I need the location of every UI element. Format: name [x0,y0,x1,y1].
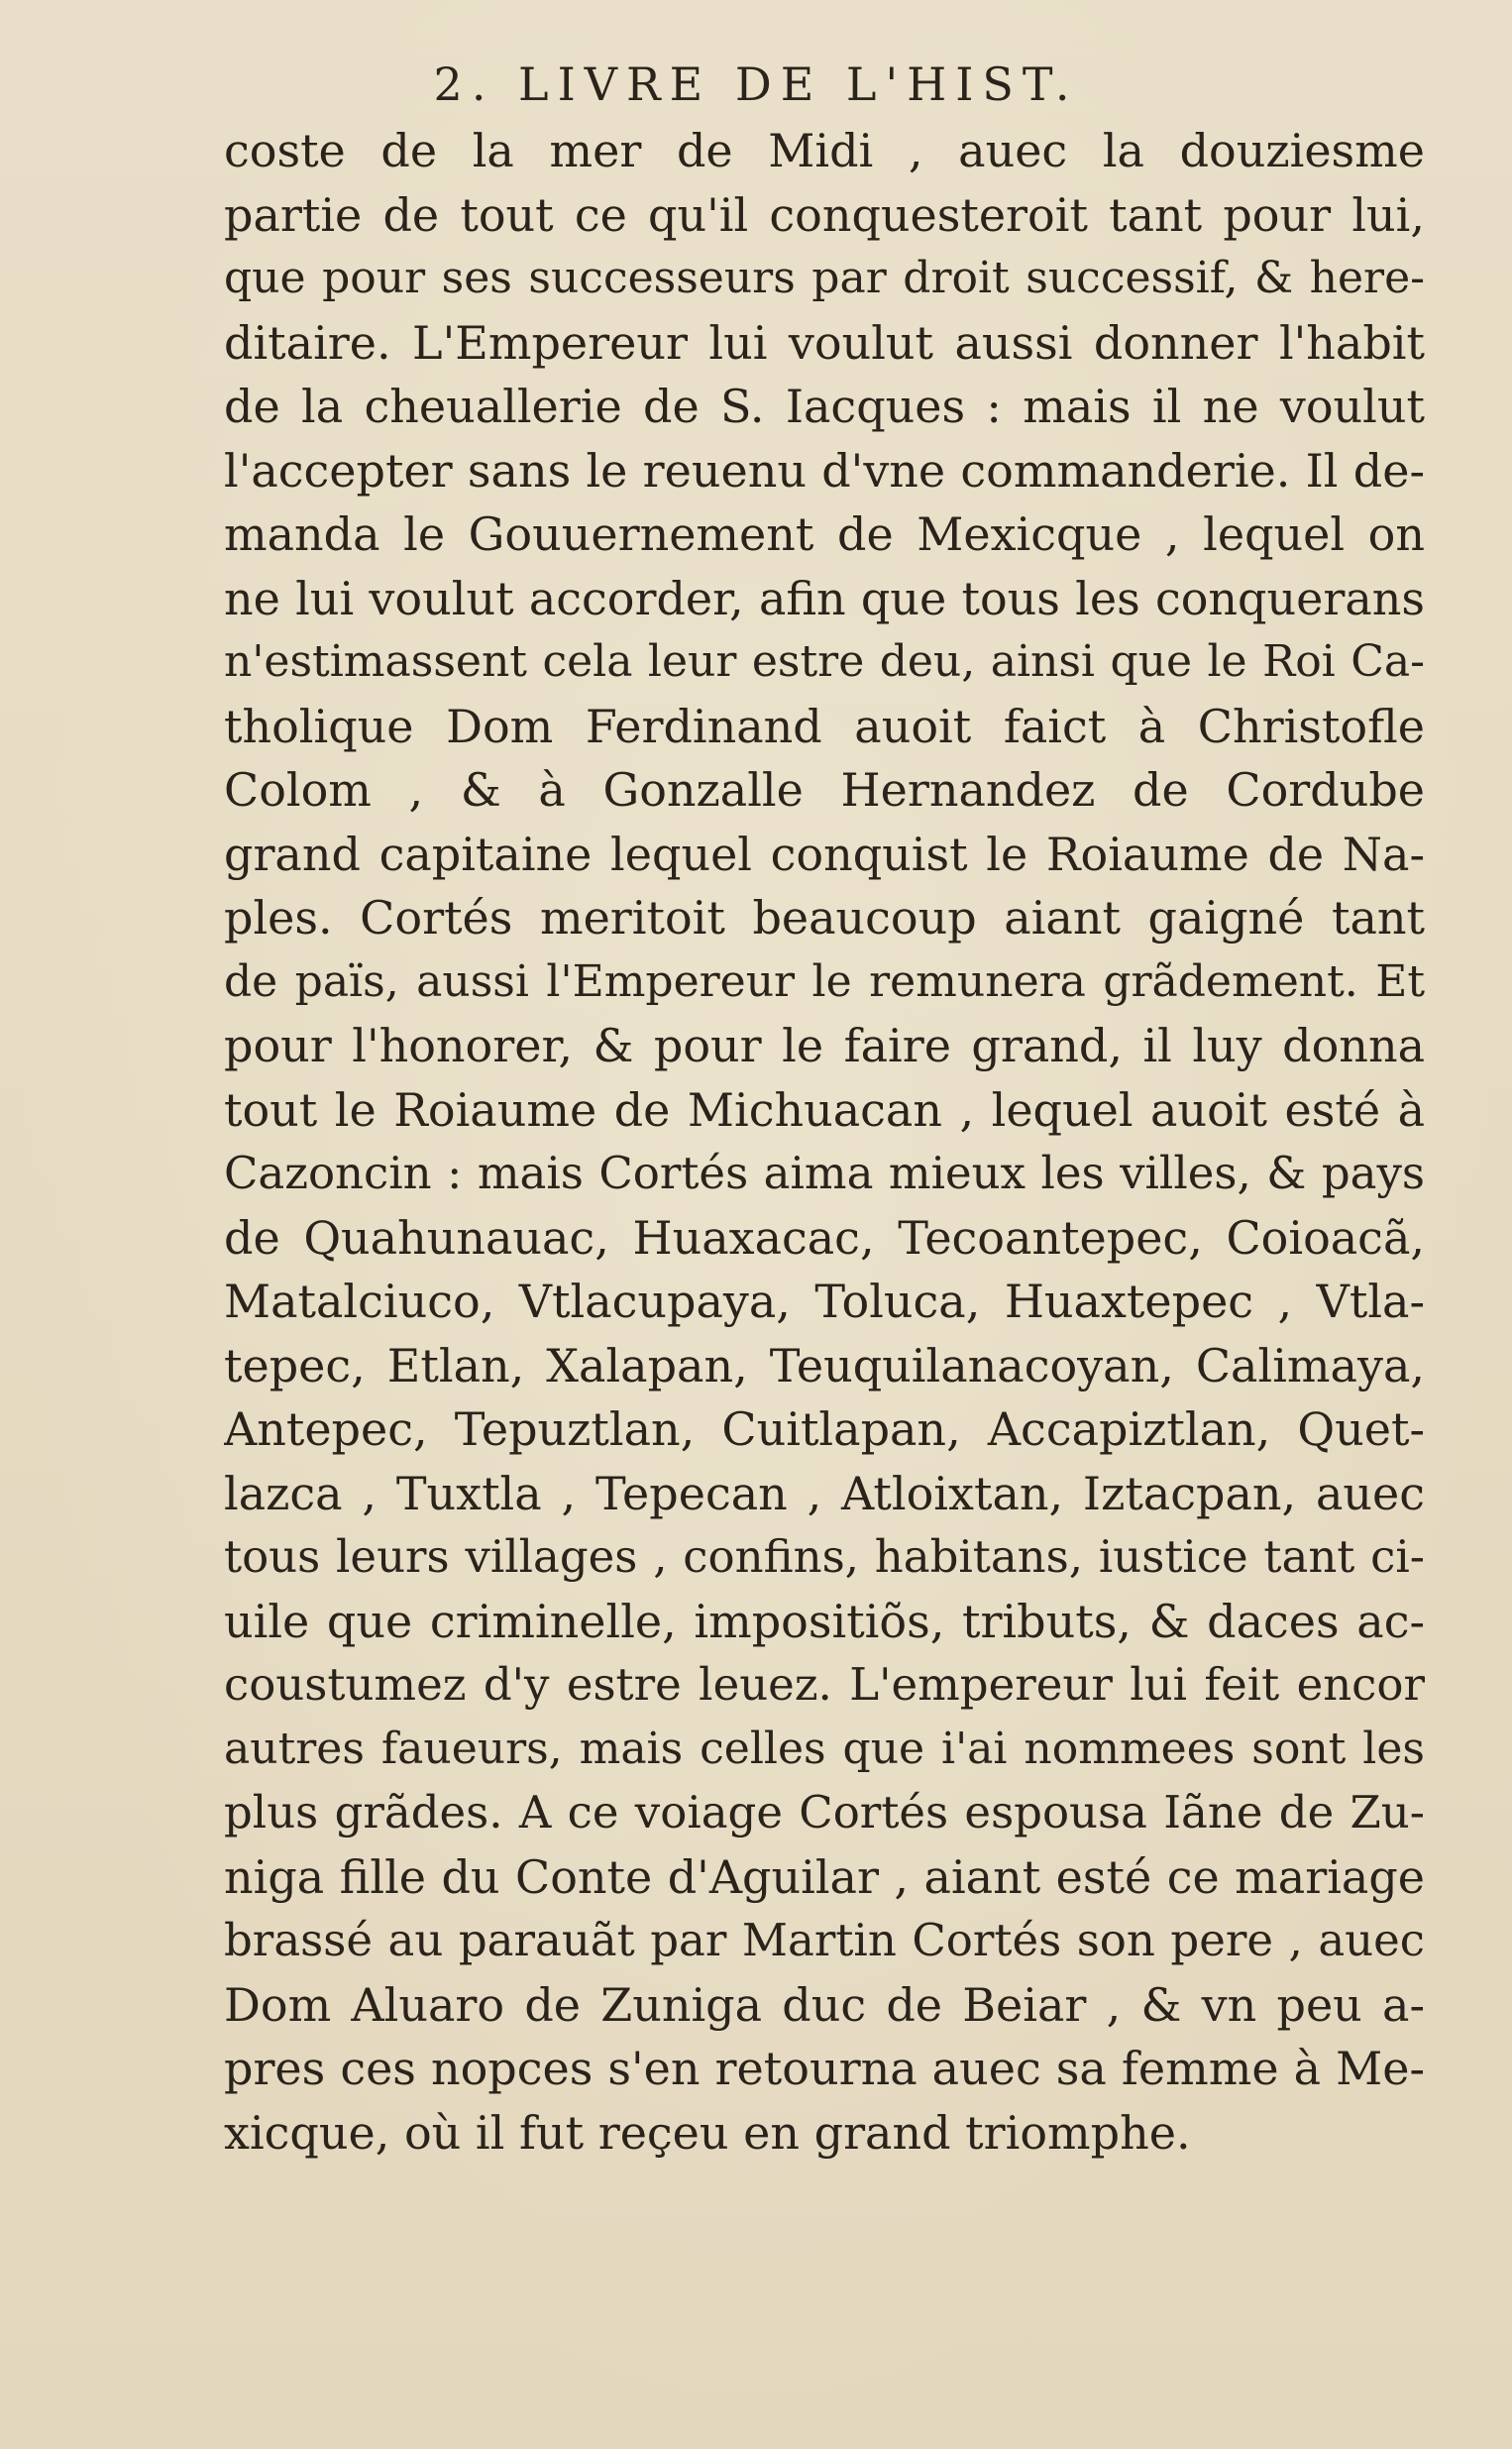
text-line: que pour ses successeurs par droit successif, & here- [224,253,1425,303]
text-line: tout le Roiaume de Michuacan , lequel auoit esté à [224,1082,1425,1137]
text-line: xicque, où il fut reçeu en grand triomphe. [224,2105,1191,2160]
text-line: partie de tout ce qu'il conquesteroit tant pour lui, [224,187,1425,242]
text-line: grand capitaine lequel conquist le Roiaume de Na- [224,827,1425,881]
text-line: pres ces nopces s'en retourna auec sa femme à Me- [224,2042,1425,2095]
text-line: pour l'honorer, & pour le faire grand, il luy donna [224,1019,1425,1072]
text-line: de païs, aussi l'Empereur le remunera grãdement. Et [224,955,1425,1007]
text-line: uile que criminelle, impositiõs, tributs, & daces ac- [224,1594,1425,1648]
text-line: Matalciuco, Vtlacupaya, Toluca, Huaxtepec , Vtla- [224,1275,1425,1328]
text-line: autres faueurs, mais celles que i'ai nommees sont les [224,1723,1425,1774]
text-line: niga fille du Conte d'Aguilar , aiant esté ce mariage [224,1849,1425,1904]
body-text [224,119,1425,2165]
text-line: Cazoncin : mais Cortés aima mieux les villes, & pays [224,1147,1425,1199]
text-line: plus grãdes. A ce voiage Cortés espousa Iãne de Zu- [224,1786,1425,1838]
text-line: ditaire. L'Empereur lui voulut aussi donner l'habit [224,315,1425,370]
text-line: tholique Dom Ferdinand auoit faict à Christofle [224,699,1425,753]
text-line: manda le Gouuernement de Mexicque , lequel on [224,507,1425,561]
text-line: l'accepter sans le reuenu d'vne commanderie. Il de- [224,443,1425,498]
running-head: 2. LIVRE DE L'HIST. [433,57,1079,111]
text-line: ne lui voulut accorder, afin que tous les conquerans [224,571,1425,625]
text-line: tepec, Etlan, Xalapan, Teuquilanacoyan, Calimaya, [224,1338,1425,1392]
text-line: coste de la mer de Midi , auec la douziesme [224,124,1425,177]
text-line: lazca , Tuxtla , Tepecan , Atloixtan, Iztacpan, auec [224,1466,1425,1520]
text-line: ples. Cortés meritoit beaucoup aiant gaigné tant [224,891,1425,945]
text-line: brassé au parauãt par Martin Cortés son pere , auec [224,1914,1425,1966]
text-line: de Quahunauac, Huaxacac, Tecoantepec, Coioacã, [224,1210,1425,1265]
text-line: coustumez d'y estre leuez. L'empereur lui feit encor [224,1658,1425,1711]
text-line: tous leurs villages , confins, habitans, iustice tant ci- [224,1530,1425,1583]
text-line: n'estimassent cela leur estre deu, ainsi que le Roi Ca- [224,636,1425,687]
text-line: Colom , & à Gonzalle Hernandez de Cordube [224,763,1425,817]
text-line: Antepec, Tepuztlan, Cuitlapan, Accapiztlan, Quet- [224,1402,1425,1456]
text-line: de la cheuallerie de S. Iacques : mais il ne voulut [224,380,1425,433]
text-line: Dom Aluaro de Zuniga duc de Beiar , & vn peu a- [224,1977,1425,2032]
